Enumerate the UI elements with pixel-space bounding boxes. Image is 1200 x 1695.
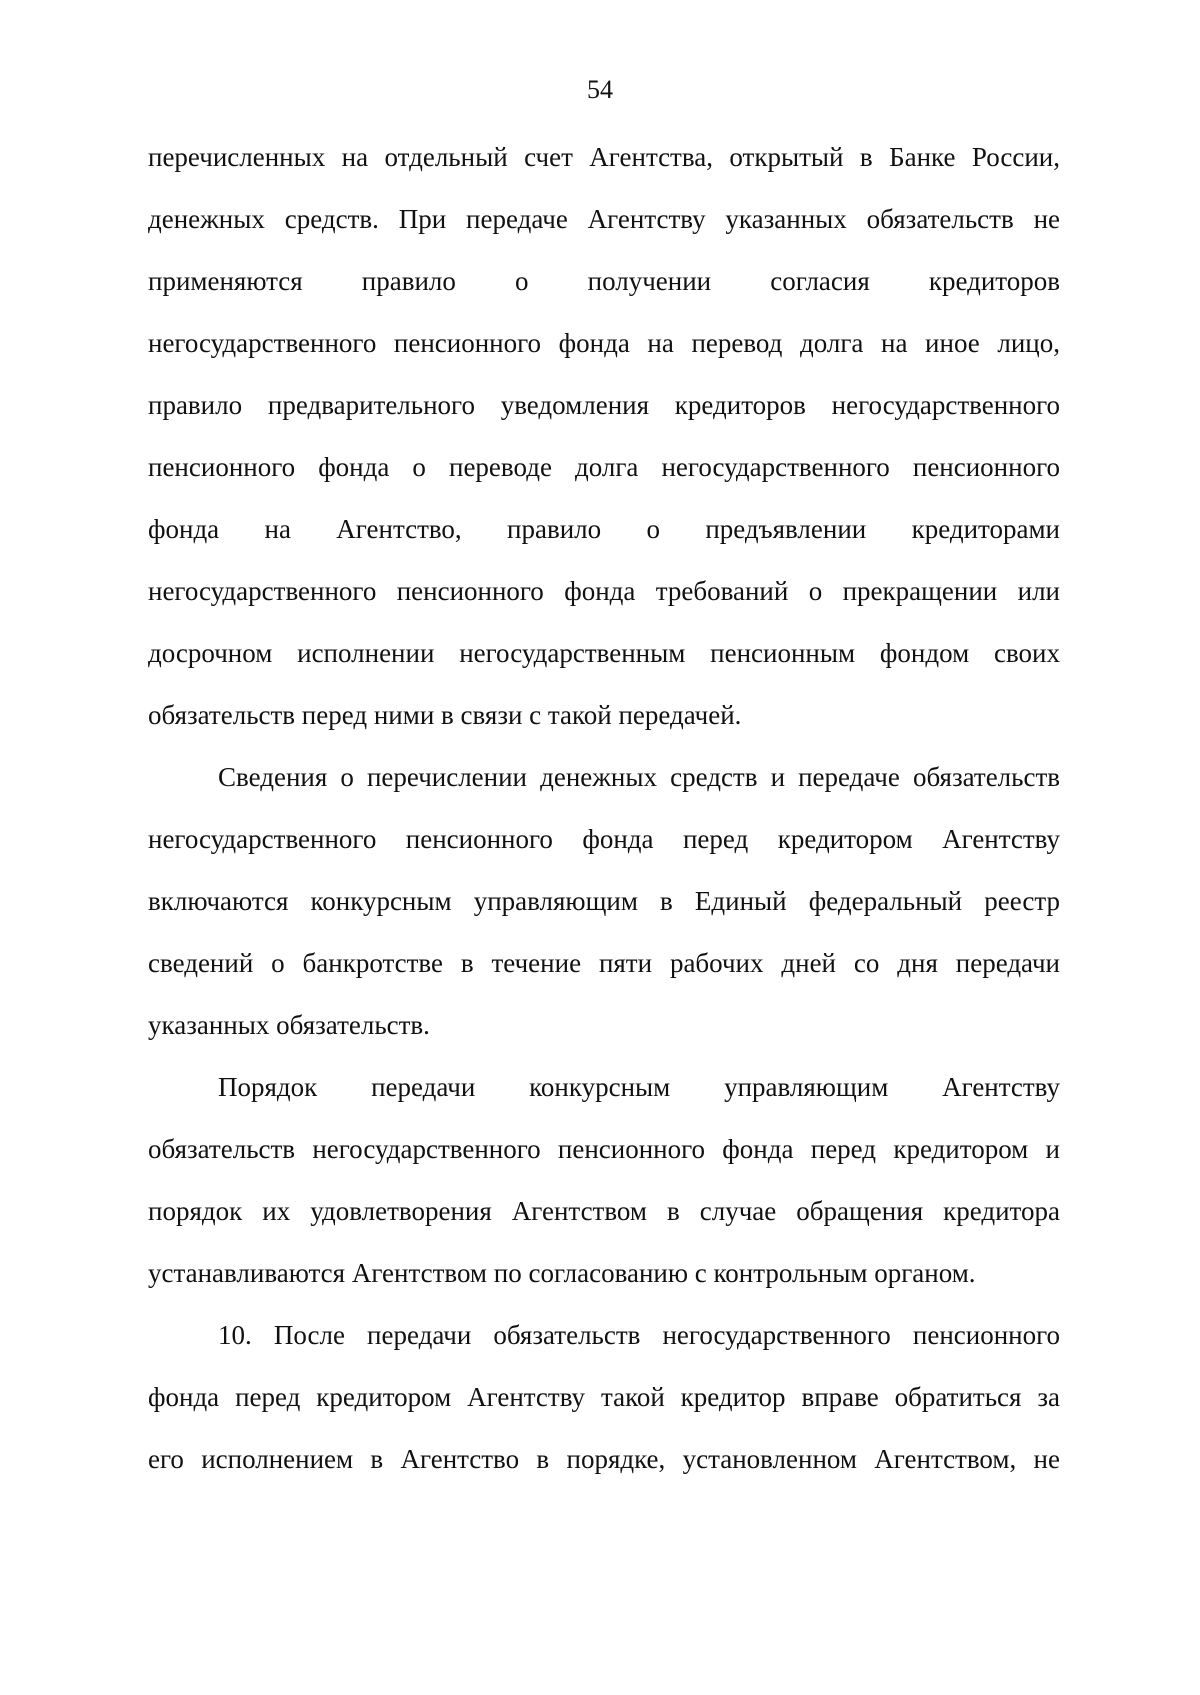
text-line: негосударственного пенсионного фонда на перевод долга на иное лицо,: [148, 328, 1060, 358]
text-line: пенсионного фонда о переводе долга негосударственного пенсионного: [148, 452, 1060, 482]
paragraph-transfer-procedure: [148, 1069, 1060, 1317]
text-line: негосударственного пенсионного фонда перед кредитором Агентству: [148, 824, 1060, 854]
paragraph-transfer-rules: [148, 139, 1060, 759]
text-line: 10. После передачи обязательств негосударственного пенсионного: [218, 1320, 1060, 1350]
text-line: устанавливаются Агентством по согласованию с контрольным органом.: [148, 1258, 976, 1288]
text-line: его исполнением в Агентство в порядке, установленном Агентством, не: [148, 1444, 1060, 1474]
text-line: фонда перед кредитором Агентству такой кредитор вправе обратиться за: [148, 1382, 1060, 1412]
text-line: сведений о банкротстве в течение пяти рабочих дней со дня передачи: [148, 948, 1060, 978]
text-line: включаются конкурсным управляющим в Единый федеральный реестр: [148, 886, 1060, 916]
text-line: негосударственного пенсионного фонда требований о прекращении или: [148, 576, 1060, 606]
text-line: денежных средств. При передаче Агентству указанных обязательств не: [148, 204, 1060, 234]
text-line: порядок их удовлетворения Агентством в случае обращения кредитора: [148, 1196, 1060, 1226]
text-line: правило предварительного уведомления кредиторов негосударственного: [148, 390, 1060, 420]
text-line: досрочном исполнении негосударственным пенсионным фондом своих: [148, 638, 1060, 668]
text-line: указанных обязательств.: [148, 1010, 430, 1040]
paragraph-item-10: [148, 1317, 1060, 1503]
page-number: 54: [587, 75, 613, 104]
text-line: фонда на Агентство, правило о предъявлении кредиторами: [148, 514, 1060, 544]
text-line: Порядок передачи конкурсным управляющим Агентству: [218, 1072, 1060, 1102]
text-line: применяются правило о получении согласия кредиторов: [148, 266, 1060, 296]
text-line: Сведения о перечислении денежных средств и передаче обязательств: [218, 762, 1060, 792]
paragraph-registry-info: [148, 759, 1060, 1069]
text-line: обязательств перед ними в связи с такой передачей.: [148, 700, 742, 730]
document-body: [148, 139, 1060, 1503]
text-line: перечисленных на отдельный счет Агентства, открытый в Банке России,: [148, 142, 1060, 172]
text-line: обязательств негосударственного пенсионного фонда перед кредитором и: [148, 1134, 1060, 1164]
